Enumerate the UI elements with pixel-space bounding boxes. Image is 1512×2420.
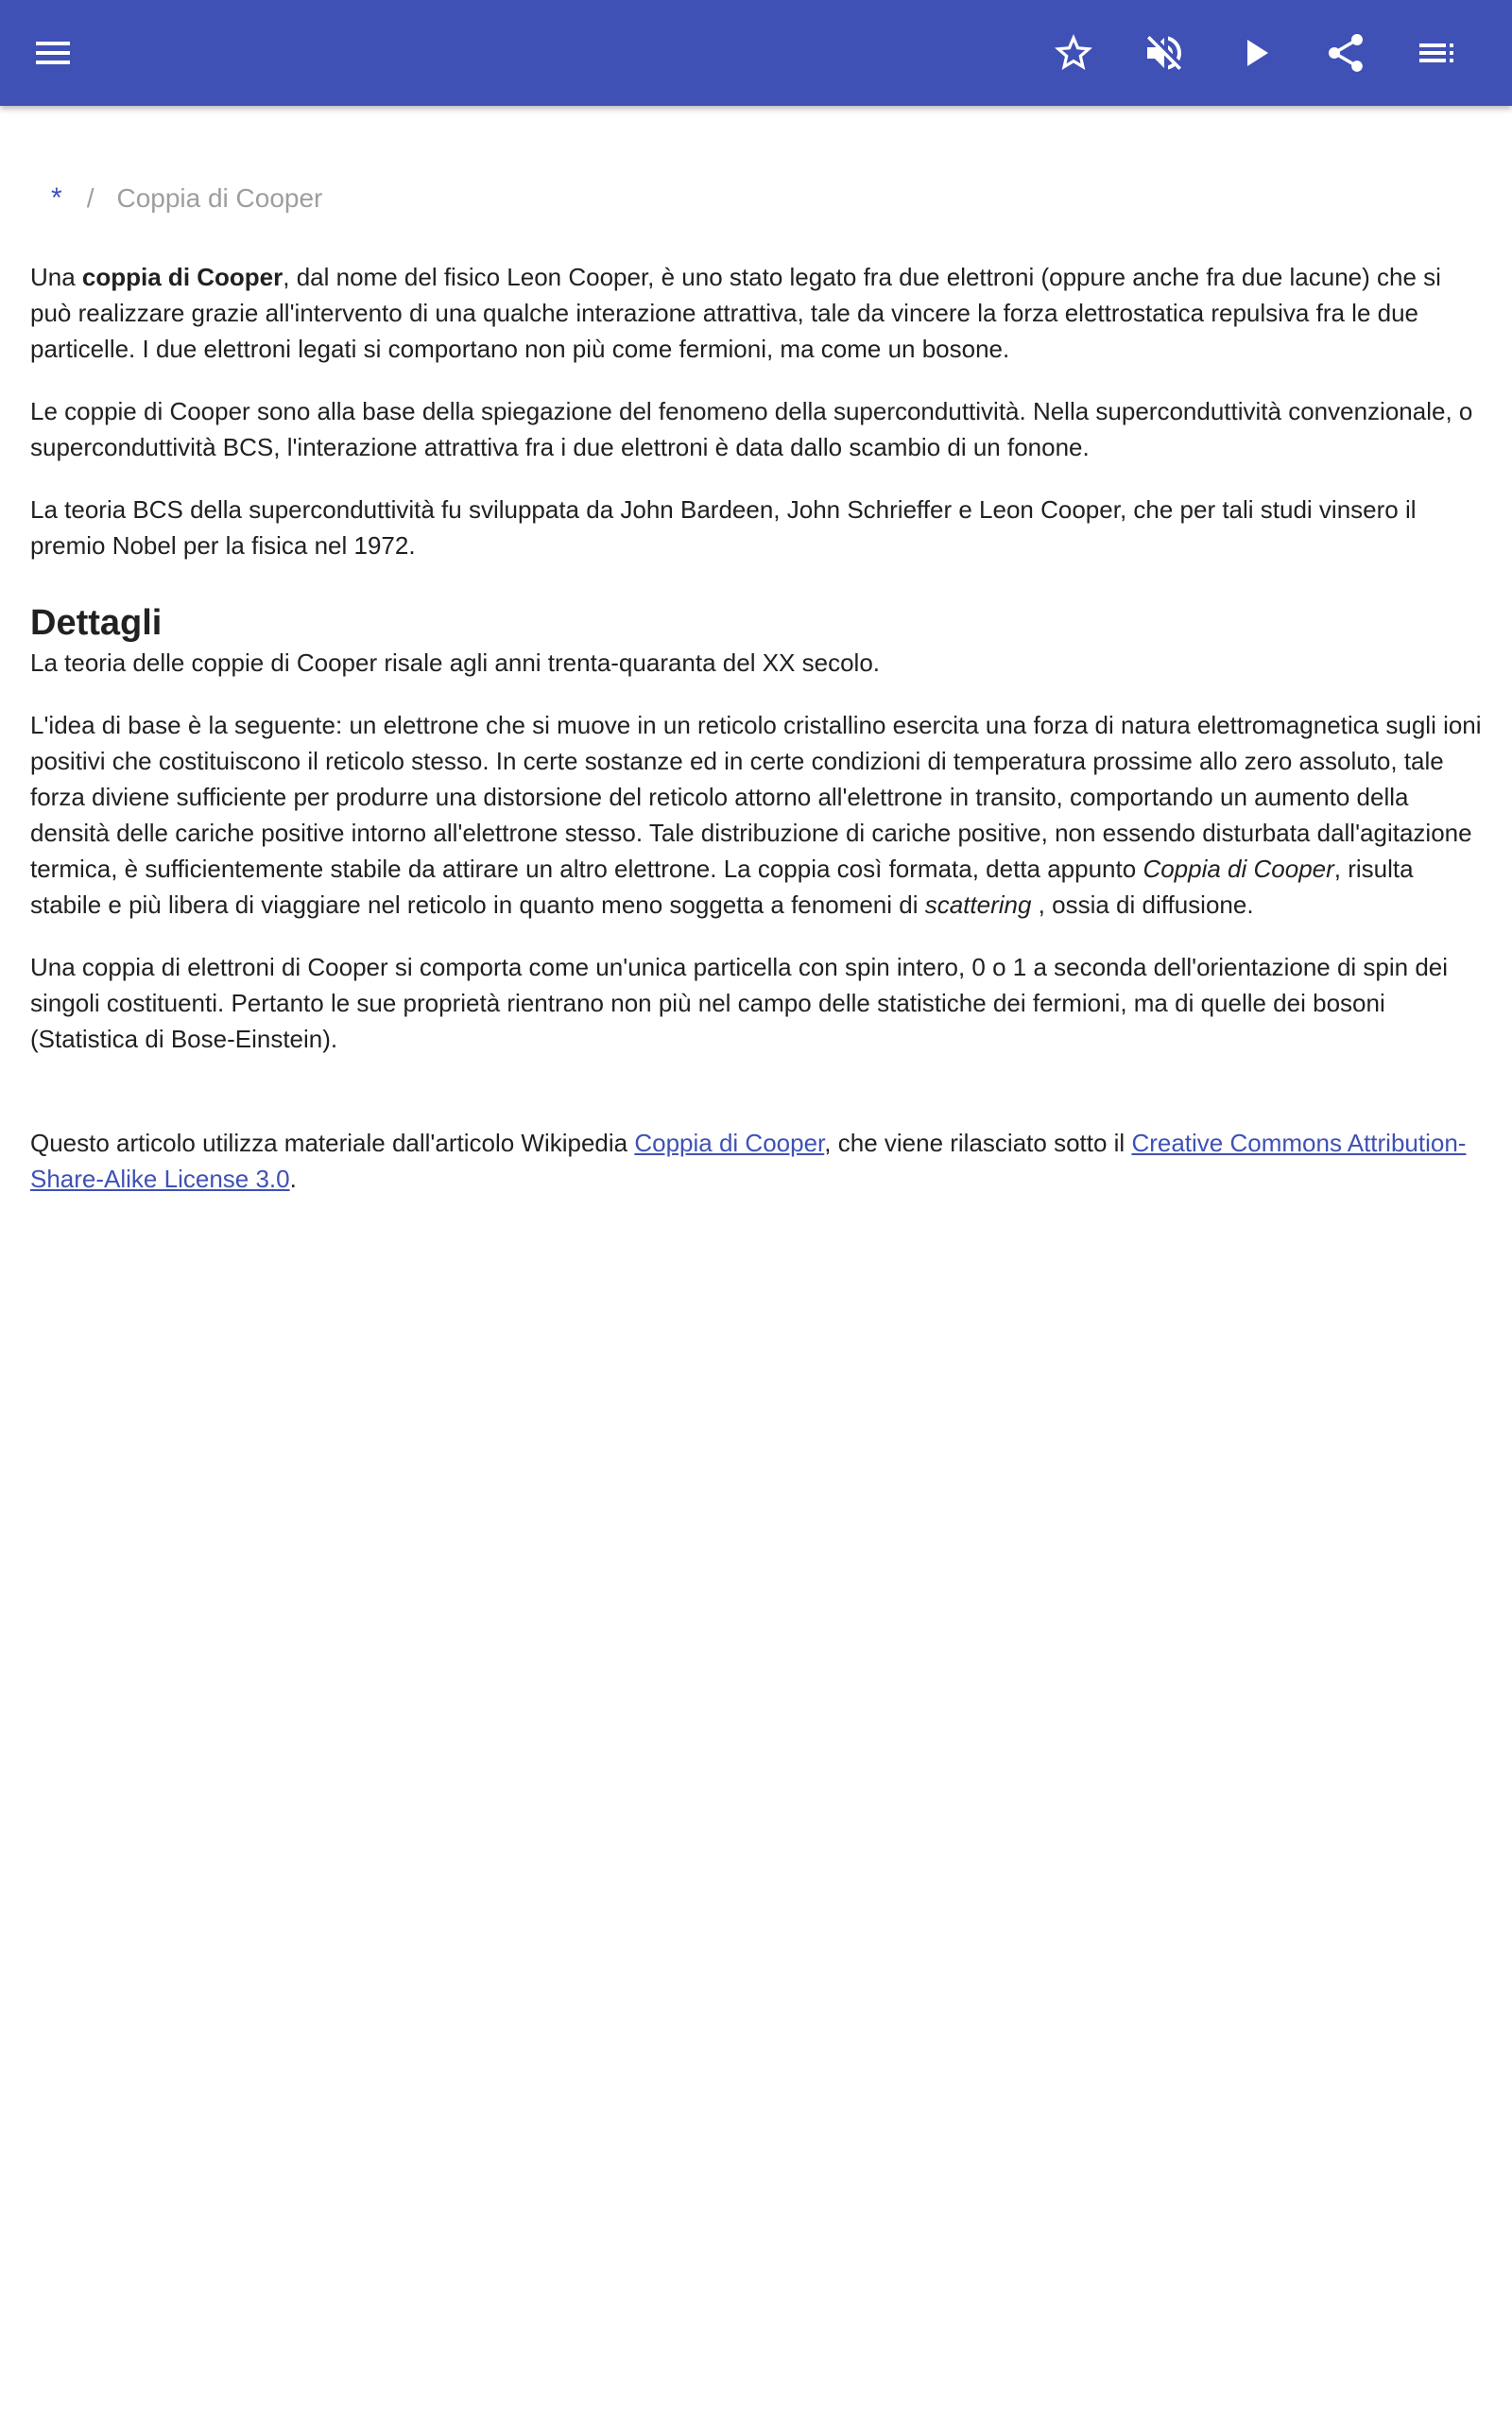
license-link[interactable]: Creative Commons Attribution-Share-Alike License 3.0 <box>30 1129 1467 1193</box>
breadcrumb-current: Coppia di Cooper <box>116 183 323 213</box>
text-span: . <box>289 1165 297 1193</box>
star-icon <box>1051 30 1096 76</box>
paragraph-2: Le coppie di Cooper sono alla base della spiegazione del fenomeno della superconduttività. Nella superconduttività convenzionale, o superconduttività BCS, l'interazione attrattiva fra i due elettroni è data dallo scambio di un fonone. <box>30 397 1473 461</box>
italic-term: Coppia di Cooper <box>1143 855 1334 883</box>
breadcrumb-home-link[interactable]: * <box>51 182 62 214</box>
paragraph-6: Una coppia di elettroni di Cooper si comporta come un'unica particella con spin intero, 0 o 1 a seconda dell'orientazione di spin dei singoli costituenti. Pertanto le sue proprietà rientrano non più nel campo delle statistiche dei fermioni, ma di quelle dei bosoni (Statistica di Bose-Einstein). <box>30 953 1449 1053</box>
play-button[interactable] <box>1221 19 1289 87</box>
playlist-icon <box>1414 30 1459 76</box>
wikipedia-article-link[interactable]: Coppia di Cooper <box>634 1129 825 1157</box>
mute-button[interactable] <box>1130 19 1198 87</box>
paragraph-3: La teoria BCS della superconduttività fu sviluppata da John Bardeen, John Schrieffer e Leon Cooper, che per tali studi vinsero il premio Nobel per la fisica nel 1972. <box>30 495 1417 560</box>
contents-button[interactable] <box>1402 19 1470 87</box>
favorite-button[interactable] <box>1040 19 1108 87</box>
text-span: L'idea di base è la seguente: un elettrone che si muove in un reticolo cristallino esercita una forza di natura elettromagnetica sugli ioni positivi che costituiscono il reticolo stesso. In certe sostanze ed in certe condizioni di temperatura prossime allo zero assoluto, tale forza diviene sufficiente per produrre una distorsione del reticolo attorno all'elettrone in transito, comportando un aumento della densità delle cariche positive intorno all'elettrone stesso. Tale distribuzione di cariche positive, non essendo disturbata dall'agitazione termica, è sufficientemente stabile da attirare un altro elettrone. La coppia così formata, detta appunto <box>30 711 1482 883</box>
app-bar <box>0 0 1512 106</box>
text-span: , ossia di diffusione. <box>1031 890 1254 919</box>
breadcrumb <box>30 168 1486 229</box>
article-content <box>30 106 1486 1197</box>
breadcrumb-separator: / <box>86 183 94 213</box>
paragraph-intro <box>30 259 1486 367</box>
menu-icon <box>30 30 76 76</box>
text-span: Una <box>30 263 82 291</box>
volume-off-icon <box>1142 30 1187 76</box>
share-icon <box>1323 30 1368 76</box>
license-notice <box>30 1125 1486 1197</box>
play-icon <box>1232 30 1278 76</box>
text-span: , che viene rilasciato sotto il <box>824 1129 1132 1157</box>
italic-term: scattering <box>924 890 1032 919</box>
menu-button[interactable] <box>19 19 87 87</box>
text-span: Questo articolo utilizza materiale dall'articolo Wikipedia <box>30 1129 635 1157</box>
text-span: , risulta stabile e più libera di viaggiare nel reticolo in quanto meno soggetta a fenomeni di <box>30 855 1414 919</box>
bold-term: coppia di Cooper <box>81 263 284 291</box>
paragraph-5 <box>30 707 1486 923</box>
paragraph-4: La teoria delle coppie di Cooper risale agli anni trenta-quaranta del XX secolo. <box>30 648 881 677</box>
section-heading: Dettagli <box>30 603 163 643</box>
text-span: , dal nome del fisico Leon Cooper, è uno stato legato fra due elettroni (oppure anche fra due lacune) che si può realizzare grazie all'intervento di una qualche interazione attrattiva, tale da vincere la forza elettrostatica repulsiva fra le due particelle. I due elettroni legati si comportano non più come fermioni, ma come un bosone. <box>30 263 1441 363</box>
share-button[interactable] <box>1312 19 1380 87</box>
